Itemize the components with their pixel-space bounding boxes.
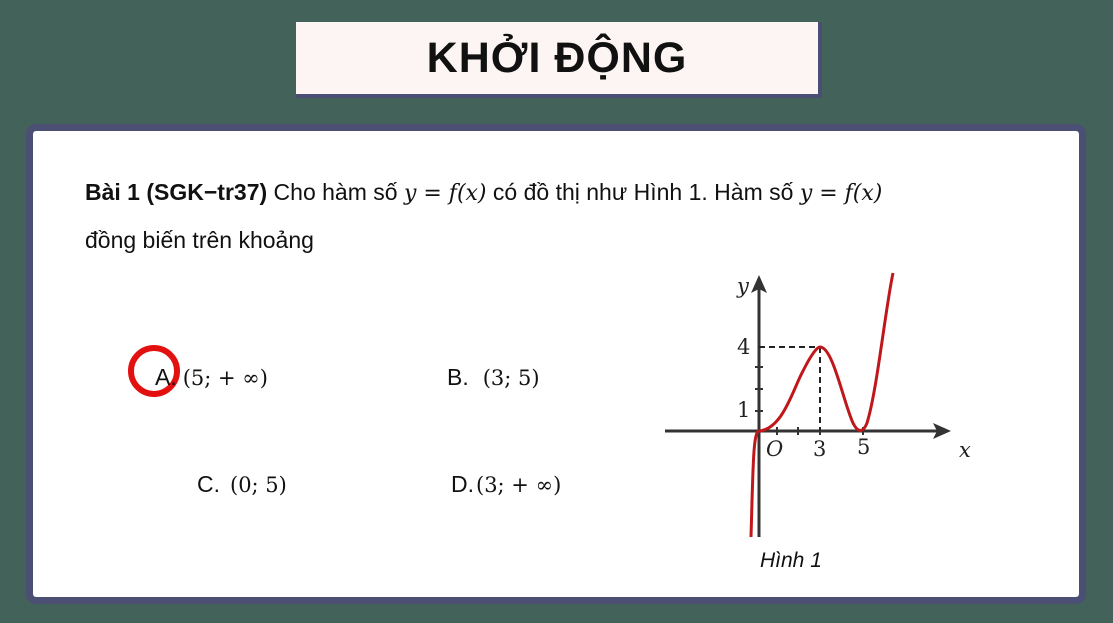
figure-caption: Hình 1 <box>760 549 822 572</box>
option-d[interactable] <box>451 471 561 498</box>
title-banner <box>296 22 822 98</box>
function-graph <box>653 271 973 551</box>
question-text-part3: đồng biến trên khoảng <box>85 227 314 253</box>
question-text-part1: Cho hàm số <box>267 179 404 205</box>
question-text <box>85 169 1045 264</box>
option-a-value: (5; + ∞) <box>182 366 268 390</box>
x-axis-label: x <box>959 438 971 462</box>
question-card <box>26 124 1086 604</box>
question-text-part2: có đồ thị như Hình 1. Hàm số <box>486 179 800 205</box>
function-curve <box>751 273 893 537</box>
function-expression-2: y = f(x) <box>799 181 883 206</box>
x-tick-label-3: 3 <box>813 437 827 461</box>
option-b-value: (3; 5) <box>482 366 540 390</box>
origin-label: O <box>766 437 784 461</box>
x-tick-label-5: 5 <box>857 435 871 459</box>
option-a[interactable] <box>155 364 268 391</box>
option-b[interactable] <box>447 364 540 391</box>
option-c-value: (0; 5) <box>230 473 287 497</box>
question-label: Bài 1 (SGK−tr37) <box>85 179 268 205</box>
option-a-letter: A. <box>155 364 177 390</box>
option-c[interactable] <box>197 471 287 498</box>
option-c-letter: C. <box>197 471 220 497</box>
option-b-letter: B. <box>447 364 469 390</box>
function-expression-1: y = f(x) <box>403 181 487 206</box>
y-tick-label-1: 1 <box>737 398 751 422</box>
option-d-letter: D. <box>451 471 474 497</box>
option-d-value: (3; + ∞) <box>476 473 562 497</box>
y-tick-label-4: 4 <box>737 335 751 359</box>
y-axis-label: y <box>737 274 749 298</box>
page-title: KHỞI ĐỘNG <box>426 33 688 82</box>
